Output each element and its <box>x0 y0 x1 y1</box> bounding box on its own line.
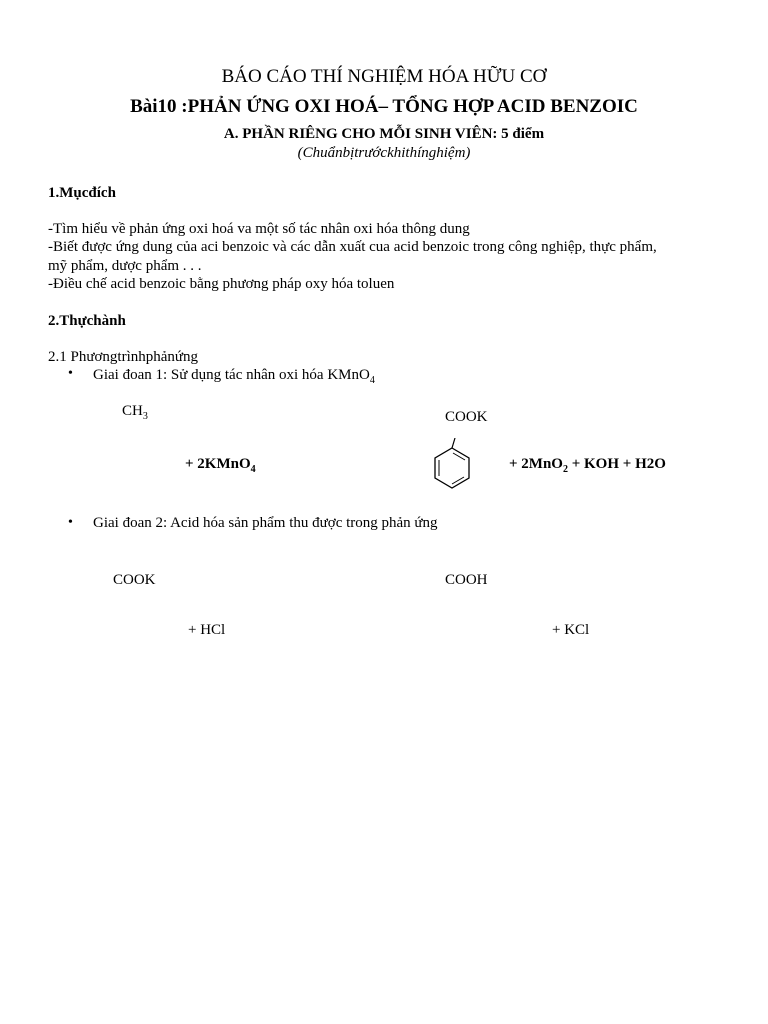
stage1-label: Giai đoan 1: Sử dụng tác nhân oxi hóa KMnO$_4$ <box>93 367 375 386</box>
practice-heading: 2.Thựchành <box>48 313 126 329</box>
stage2-label: Giai đoan 2: Acid hóa sản phẩm thu được trong phản ứng <box>93 515 438 531</box>
section-note: (Chuẩnbịtrướckhithínghiệm) <box>297 145 471 161</box>
bullet-icon: • <box>68 515 73 530</box>
benzene-ring-icon <box>430 438 474 492</box>
lesson-title: Bài10 :PHẢN ỨNG OXI HOÁ– TỔNG HỢP ACID BENZOIC <box>130 96 638 117</box>
purpose-heading: 1.Mụcđích <box>48 185 116 201</box>
purpose-line-3: mỹ phẩm, dược phẩm . . . <box>48 258 202 274</box>
stage1-product-group: COOK <box>445 409 488 425</box>
report-title: BÁO CÁO THÍ NGHIỆM HÓA HỮU CƠ <box>221 66 547 87</box>
stage2-byproduct: + KCl <box>552 622 590 638</box>
stage2-product-group: COOH <box>445 572 488 588</box>
purpose-line-4: -Điều chế acid benzoic bằng phương pháp oxy hóa toluen <box>48 276 395 292</box>
bullet-icon: • <box>68 366 73 381</box>
purpose-line-1: -Tìm hiểu về phản ứng oxi hoá va một số tác nhân oxi hóa thông dung <box>48 221 470 237</box>
stage2-reagent: + HCl <box>188 622 226 638</box>
stage1-byproducts: + 2MnO$_2$ + KOH + H2O <box>509 456 666 475</box>
section-title: A. PHẦN RIÊNG CHO MỖI SINH VIÊN: 5 điểm <box>223 126 545 142</box>
toluene-methyl-group: $CH_3$ <box>122 403 148 422</box>
stage2-reactant-group: COOK <box>113 572 156 588</box>
purpose-line-2: -Biết được ứng dung của aci benzoic và các dẫn xuất cua acid benzoic trong công nghiệp, thực phẩm, <box>48 239 657 255</box>
stage1-reagent: + 2KMnO$_4$ <box>185 456 256 475</box>
reaction-equations-subheading: 2.1 Phươngtrìnhphảnứng <box>48 349 199 365</box>
